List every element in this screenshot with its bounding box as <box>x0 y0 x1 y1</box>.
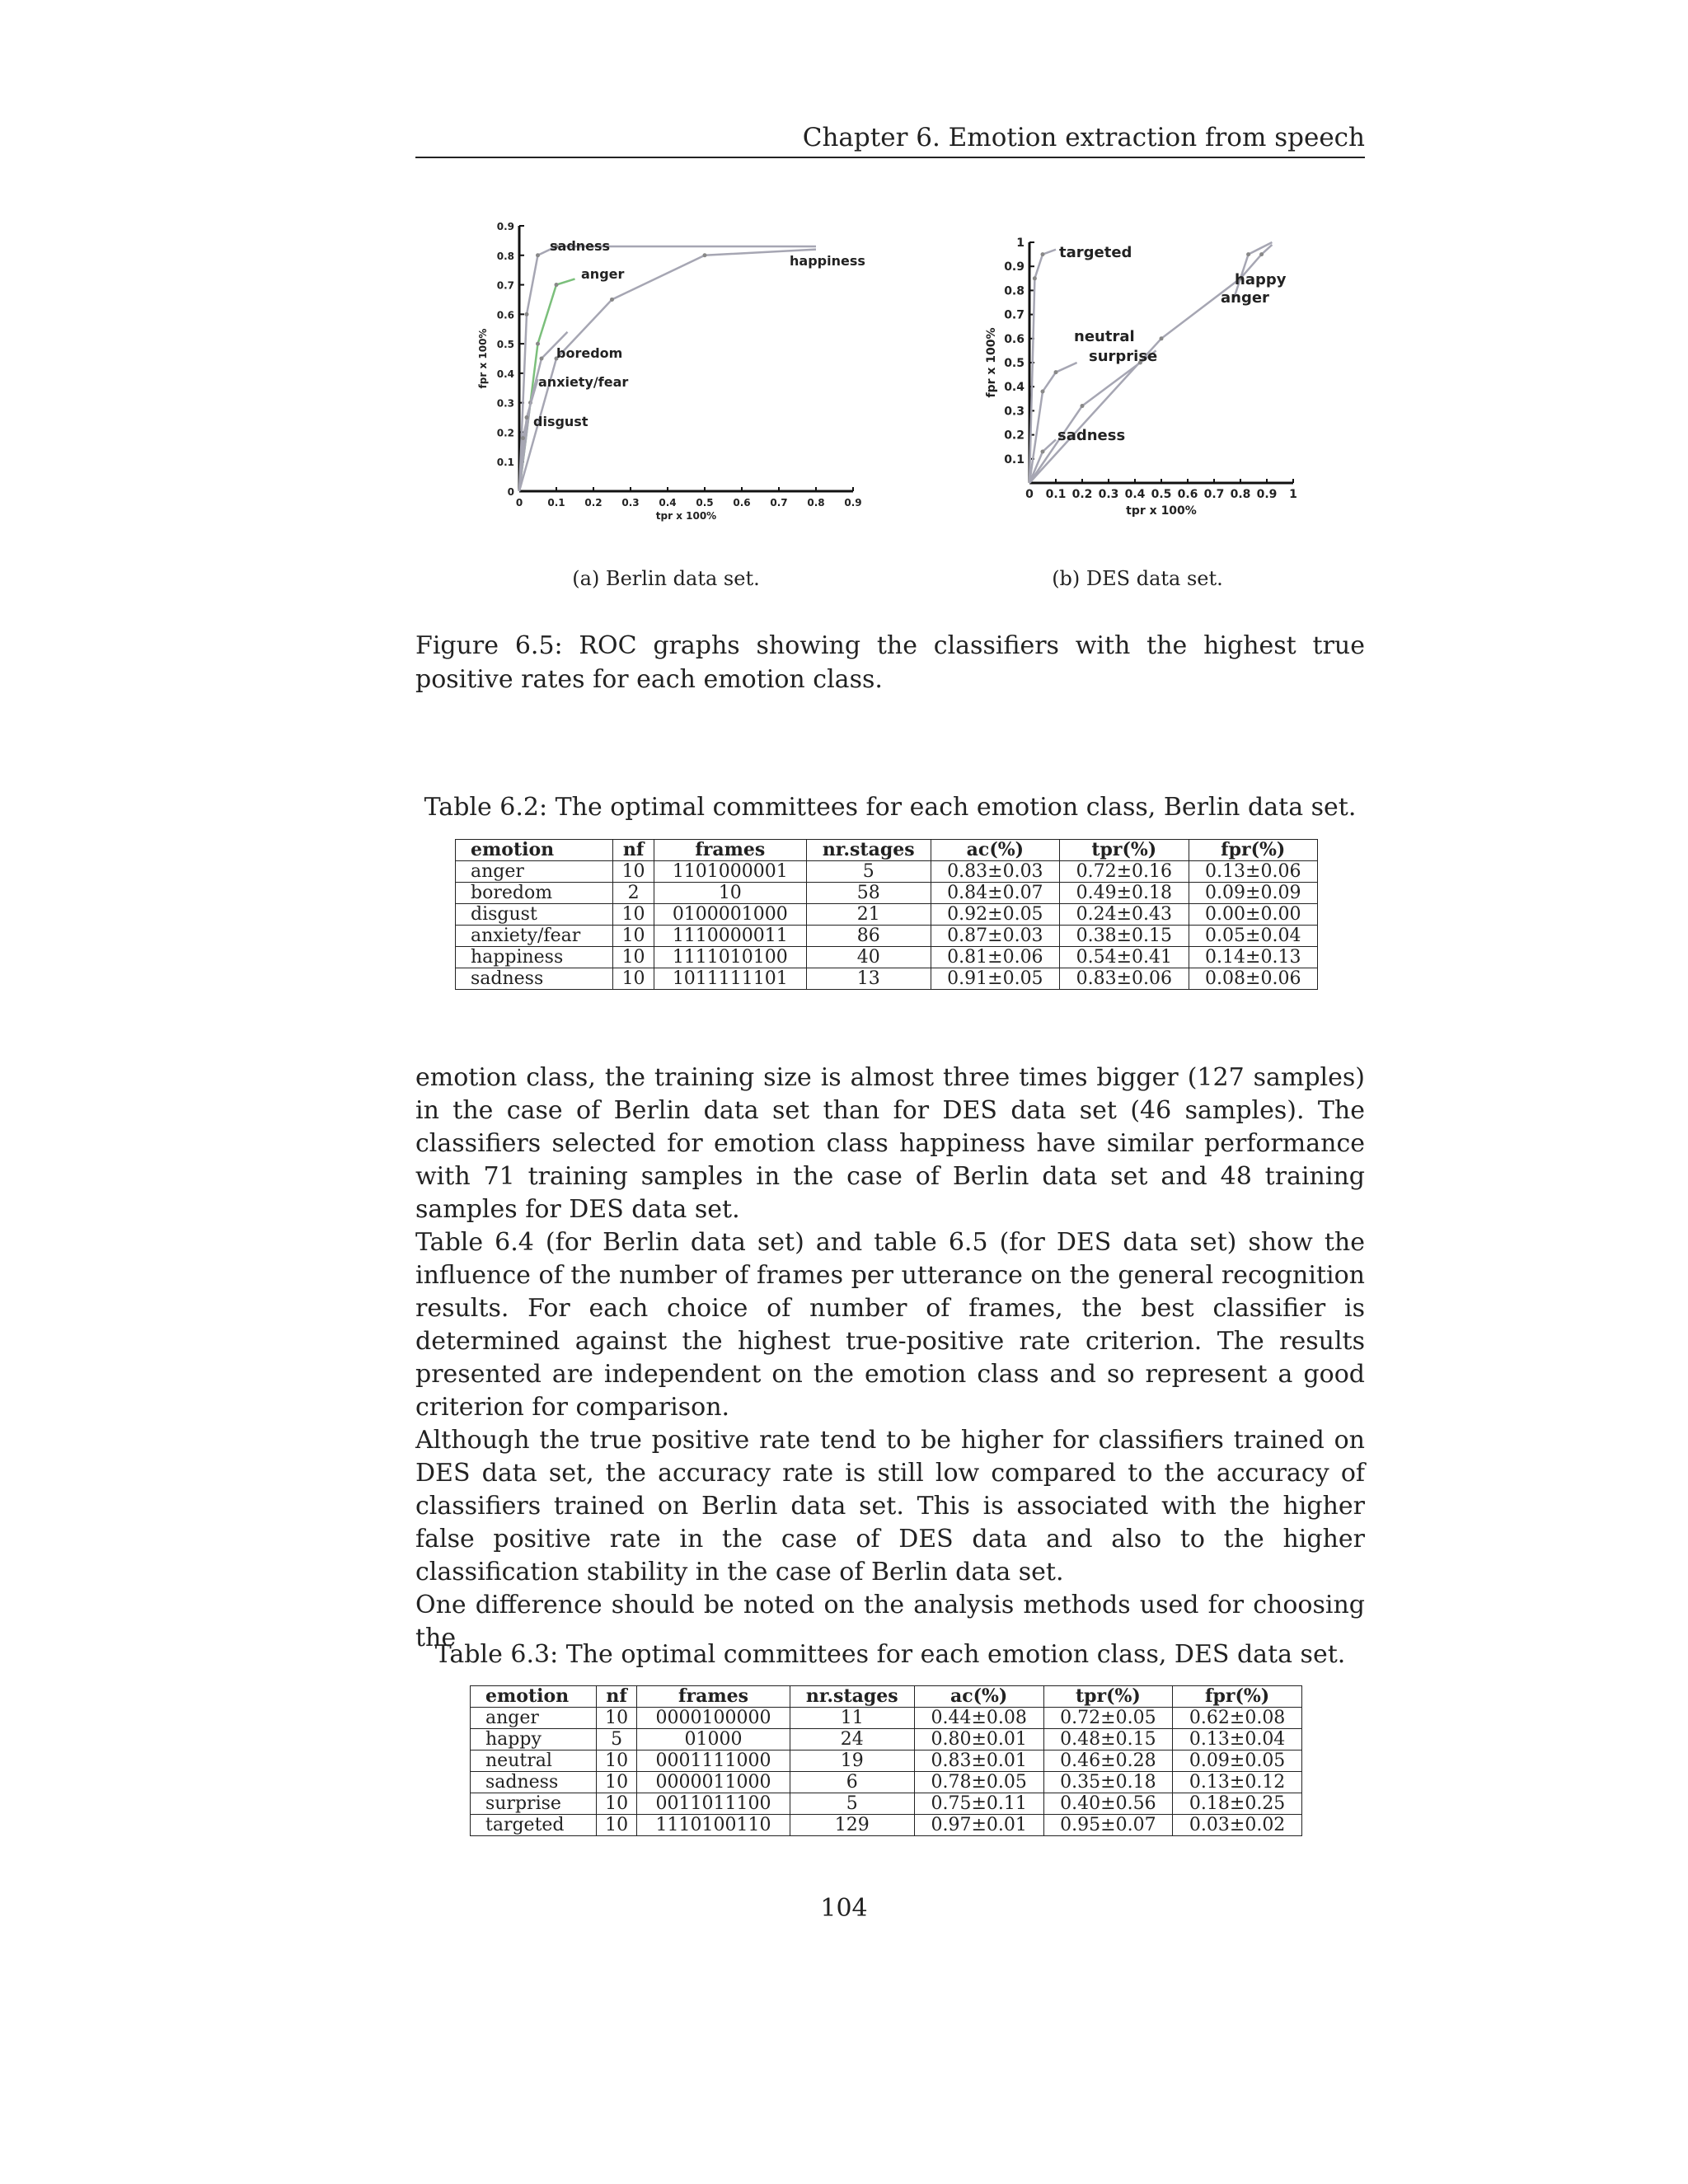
x-tick-label: 0.8 <box>807 497 825 509</box>
y-tick-label: 0.2 <box>1004 429 1025 443</box>
table-cell: 0.40±0.56 <box>1043 1793 1173 1815</box>
column-header: nf <box>613 840 654 861</box>
table-caption: Table 6.3: The optimal committees for each emotion class, DES data set. <box>434 1640 1346 1669</box>
table-cell: 0.44±0.08 <box>914 1708 1043 1729</box>
table-cell: 10 <box>596 1708 637 1729</box>
paragraph: Although the true positive rate tend to be higher for classifiers trained on DES data set, the accuracy rate is still low compared to the accuracy of classifiers trained on Berlin data set. This is associated with the higher false positive rate in the case of DES data and also to the higher classification stability in the case of Berlin data set. <box>415 1426 1365 1586</box>
y-tick-label: 0.4 <box>496 368 514 380</box>
series-annotation: anger <box>581 266 625 282</box>
table-row <box>456 947 1318 968</box>
table-row <box>456 926 1318 947</box>
table-cell: boredom <box>456 883 613 904</box>
subfigure-caption-a: (a) Berlin data set. <box>572 567 760 590</box>
column-header: nr.stages <box>806 840 931 861</box>
series-annotation: boredom <box>556 345 623 361</box>
table-cell: 10 <box>613 861 654 883</box>
table-cell: 0.05±0.04 <box>1189 926 1317 947</box>
table-cell: 1110100110 <box>637 1815 790 1836</box>
table-cell: 0.13±0.12 <box>1173 1772 1302 1793</box>
table-cell: 0.09±0.05 <box>1173 1750 1302 1772</box>
y-tick-label: 0.3 <box>496 397 514 410</box>
x-tick-label: 0.3 <box>1098 488 1119 501</box>
column-header: fpr(%) <box>1173 1686 1302 1708</box>
column-header: nr.stages <box>790 1686 914 1708</box>
x-tick-label: 0.3 <box>621 497 640 509</box>
table-cell: 0.38±0.15 <box>1060 926 1189 947</box>
x-tick-label: 0.5 <box>1151 488 1172 501</box>
table-cell: anxiety/fear <box>456 926 613 947</box>
table-row <box>471 1815 1302 1836</box>
table-cell: 1111010100 <box>654 947 806 968</box>
table-row <box>471 1708 1302 1729</box>
table-cell: sadness <box>456 968 613 990</box>
x-tick-label: 0.9 <box>844 497 862 509</box>
column-header: tpr(%) <box>1060 840 1189 861</box>
table-row <box>456 968 1318 990</box>
y-tick-label: 0.9 <box>496 221 514 232</box>
table-cell: 5 <box>790 1793 914 1815</box>
y-tick-label: 0.3 <box>1004 405 1025 419</box>
series-annotation: targeted <box>1059 244 1132 261</box>
data-point <box>525 312 529 316</box>
table-cell: happiness <box>456 947 613 968</box>
y-tick-label: 0.5 <box>1004 357 1025 370</box>
page-number: 104 <box>820 1894 868 1923</box>
series-annotation: neutral <box>1074 328 1135 345</box>
paragraph: Table 6.4 (for Berlin data set) and table 6.5 (for DES data set) show the influence of the number of frames per utterance on the general recognition results. For each choice of number of frames, the best classifier is determined against the highest true-positive rate criterion. The results presented are independent on the emotion class and so represent a good criterion for comparison. <box>415 1228 1365 1422</box>
table-cell: 10 <box>596 1793 637 1815</box>
table-cell: 0001111000 <box>637 1750 790 1772</box>
table-cell: 0.87±0.03 <box>931 926 1059 947</box>
x-tick-label: 0.4 <box>659 497 677 509</box>
roc-chart-berlin <box>470 216 874 529</box>
table-cell: 10 <box>596 1772 637 1793</box>
series-annotation: sadness <box>1057 427 1126 444</box>
data-point <box>1041 252 1045 256</box>
table-cell: 21 <box>806 904 931 926</box>
y-tick-label: 0.2 <box>496 427 514 439</box>
table-cell: 2 <box>613 883 654 904</box>
x-tick-label: 0.7 <box>770 497 788 509</box>
paragraph: One difference should be noted on the analysis methods used for choosing the <box>415 1591 1365 1652</box>
data-point <box>1081 404 1085 408</box>
table-cell: 0.80±0.01 <box>914 1729 1043 1750</box>
table-cell: 1011111101 <box>654 968 806 990</box>
data-point <box>1054 370 1058 374</box>
data-point <box>1160 336 1164 340</box>
table-cell: disgust <box>456 904 613 926</box>
column-header: ac(%) <box>914 1686 1043 1708</box>
x-tick-label: 0.4 <box>1124 488 1146 501</box>
table-cell: 10 <box>613 947 654 968</box>
x-axis-label: tpr x 100% <box>1126 504 1197 518</box>
running-header <box>415 119 1365 158</box>
table-cell: 0.49±0.18 <box>1060 883 1189 904</box>
x-tick-label: 0.8 <box>1230 488 1251 501</box>
x-tick-label: 0 <box>515 497 523 509</box>
data-point <box>610 298 614 302</box>
x-tick-label: 0.7 <box>1203 488 1225 501</box>
y-tick-label: 0.8 <box>496 250 514 262</box>
data-point <box>1041 390 1045 394</box>
column-header: frames <box>637 1686 790 1708</box>
data-point <box>536 342 540 346</box>
table-cell: 13 <box>806 968 931 990</box>
y-tick-label: 0.1 <box>496 457 514 469</box>
table-cell: 0.78±0.05 <box>914 1772 1043 1793</box>
roc-chart-des <box>977 232 1323 529</box>
series-annotation: surprise <box>1089 348 1158 365</box>
x-tick-label: 0.2 <box>1071 488 1093 501</box>
table-cell: 11 <box>790 1708 914 1729</box>
table-cell: 6 <box>790 1772 914 1793</box>
x-tick-label: 0.6 <box>733 497 751 509</box>
y-tick-label: 0.7 <box>496 279 514 292</box>
y-tick-label: 1 <box>1016 237 1025 250</box>
table-cell: 0.54±0.41 <box>1060 947 1189 968</box>
data-point <box>703 253 707 257</box>
table-cell: 1110000011 <box>654 926 806 947</box>
y-tick-label: 0 <box>507 486 514 498</box>
subfigure-caption-b: (b) DES data set. <box>1052 567 1223 590</box>
table-cell: 0.24±0.43 <box>1060 904 1189 926</box>
x-axis-label: tpr x 100% <box>655 510 717 522</box>
table-cell: 0.92±0.05 <box>931 904 1059 926</box>
column-header: emotion <box>471 1686 597 1708</box>
y-tick-label: 0.8 <box>1004 284 1025 298</box>
table-cell: 0.83±0.03 <box>931 861 1059 883</box>
y-axis-label: fpr x 100% <box>477 328 489 389</box>
series-annotation: happiness <box>790 253 865 269</box>
y-tick-label: 0.9 <box>1004 260 1025 274</box>
table-cell: sadness <box>471 1772 597 1793</box>
series-annotation: happy <box>1235 271 1287 288</box>
table-cell: surprise <box>471 1793 597 1815</box>
x-tick-label: 0 <box>1025 488 1034 501</box>
table-cell: 10 <box>613 968 654 990</box>
table-cell: neutral <box>471 1750 597 1772</box>
table-cell: 5 <box>806 861 931 883</box>
x-tick-label: 0.5 <box>696 497 714 509</box>
roc-curve <box>1029 250 1056 483</box>
committees-table-berlin <box>455 839 1318 990</box>
y-tick-label: 0.6 <box>1004 332 1025 346</box>
column-header: frames <box>654 840 806 861</box>
column-header: ac(%) <box>931 840 1059 861</box>
data-point <box>540 357 544 361</box>
column-header: nf <box>596 1686 637 1708</box>
table-cell: 10 <box>613 904 654 926</box>
table-cell: 0.84±0.07 <box>931 883 1059 904</box>
table-cell: 0.91±0.05 <box>931 968 1059 990</box>
data-point <box>1246 252 1250 256</box>
table-cell: 0.72±0.16 <box>1060 861 1189 883</box>
data-point <box>536 253 540 257</box>
data-point <box>1041 450 1045 454</box>
table-cell: 0.72±0.05 <box>1043 1708 1173 1729</box>
y-tick-label: 0.6 <box>496 309 514 321</box>
table-cell: 19 <box>790 1750 914 1772</box>
column-header: emotion <box>456 840 613 861</box>
chapter-title: Chapter 6. Emotion extraction from speech <box>802 123 1365 152</box>
table-cell: 1101000001 <box>654 861 806 883</box>
figure-caption: Figure 6.5: ROC graphs showing the classifiers with the highest true positive rates for each emotion class. <box>415 631 1365 694</box>
x-tick-label: 0.1 <box>1045 488 1067 501</box>
x-tick-label: 0.1 <box>547 497 565 509</box>
table-cell: 86 <box>806 926 931 947</box>
y-axis-label: fpr x 100% <box>985 327 998 398</box>
table-row <box>471 1793 1302 1815</box>
x-tick-label: 1 <box>1289 488 1297 501</box>
series-annotation: disgust <box>533 414 588 429</box>
table-cell: 0000011000 <box>637 1772 790 1793</box>
table-cell: 5 <box>596 1729 637 1750</box>
column-header: tpr(%) <box>1043 1686 1173 1708</box>
body-text <box>415 1062 1365 1655</box>
table-cell: 24 <box>790 1729 914 1750</box>
column-header: fpr(%) <box>1189 840 1317 861</box>
data-point <box>521 436 525 440</box>
table-cell: 01000 <box>637 1729 790 1750</box>
table-cell: 58 <box>806 883 931 904</box>
table-row <box>456 904 1318 926</box>
table-cell: 0000100000 <box>637 1708 790 1729</box>
series-annotation: anger <box>1221 289 1269 307</box>
series-annotation: sadness <box>550 238 611 254</box>
table-cell: 0.13±0.04 <box>1173 1729 1302 1750</box>
table-cell: anger <box>456 861 613 883</box>
table-row <box>471 1750 1302 1772</box>
table-cell: 0011011100 <box>637 1793 790 1815</box>
table-header-row <box>471 1686 1302 1708</box>
roc-curve <box>519 250 816 491</box>
table-cell: targeted <box>471 1815 597 1836</box>
table-cell: 0.09±0.09 <box>1189 883 1317 904</box>
table-cell: 0.48±0.15 <box>1043 1729 1173 1750</box>
table-cell: 0.75±0.11 <box>914 1793 1043 1815</box>
x-tick-label: 0.2 <box>584 497 603 509</box>
table-row <box>471 1772 1302 1793</box>
series-annotation: anxiety/fear <box>538 374 629 390</box>
y-tick-label: 0.1 <box>1004 452 1025 466</box>
y-tick-label: 0.4 <box>1004 381 1025 395</box>
table-cell: 0.83±0.01 <box>914 1750 1043 1772</box>
table-cell: 40 <box>806 947 931 968</box>
table-cell: 0.46±0.28 <box>1043 1750 1173 1772</box>
table-cell: 0.18±0.25 <box>1173 1793 1302 1815</box>
table-header-row <box>456 840 1318 861</box>
table-cell: 0.13±0.06 <box>1189 861 1317 883</box>
table-cell: 10 <box>654 883 806 904</box>
table-cell: anger <box>471 1708 597 1729</box>
y-tick-label: 0.7 <box>1004 308 1025 322</box>
table-cell: 10 <box>613 926 654 947</box>
data-point <box>525 415 529 419</box>
table-row <box>456 883 1318 904</box>
table-row <box>471 1729 1302 1750</box>
table-cell: 10 <box>596 1750 637 1772</box>
table-caption: Table 6.2: The optimal committees for each emotion class, Berlin data set. <box>424 793 1357 822</box>
y-tick-label: 0.5 <box>496 339 514 351</box>
table-cell: 0.97±0.01 <box>914 1815 1043 1836</box>
table-cell: 0.14±0.13 <box>1189 947 1317 968</box>
table-cell: 0100001000 <box>654 904 806 926</box>
table-cell: 0.83±0.06 <box>1060 968 1189 990</box>
x-tick-label: 0.9 <box>1256 488 1278 501</box>
table-cell: 0.95±0.07 <box>1043 1815 1173 1836</box>
table-cell: 0.81±0.06 <box>931 947 1059 968</box>
committees-table-des <box>470 1685 1302 1836</box>
data-point <box>555 283 559 287</box>
x-tick-label: 0.6 <box>1177 488 1198 501</box>
paragraph: emotion class, the training size is almost three times bigger (127 samples) in the case of Berlin data set than for DES data set (46 samples). The classifiers selected for emotion class happiness have similar performance with 71 training samples in the case of Berlin data set and 48 training samples for DES data set. <box>415 1063 1365 1224</box>
table-cell: 0.08±0.06 <box>1189 968 1317 990</box>
table-cell: 0.00±0.00 <box>1189 904 1317 926</box>
data-point <box>1033 276 1037 280</box>
table-cell: 129 <box>790 1815 914 1836</box>
table-cell: 10 <box>596 1815 637 1836</box>
table-row <box>456 861 1318 883</box>
table-cell: 0.35±0.18 <box>1043 1772 1173 1793</box>
table-cell: 0.03±0.02 <box>1173 1815 1302 1836</box>
data-point <box>1259 252 1264 256</box>
table-cell: 0.62±0.08 <box>1173 1708 1302 1729</box>
table-cell: happy <box>471 1729 597 1750</box>
